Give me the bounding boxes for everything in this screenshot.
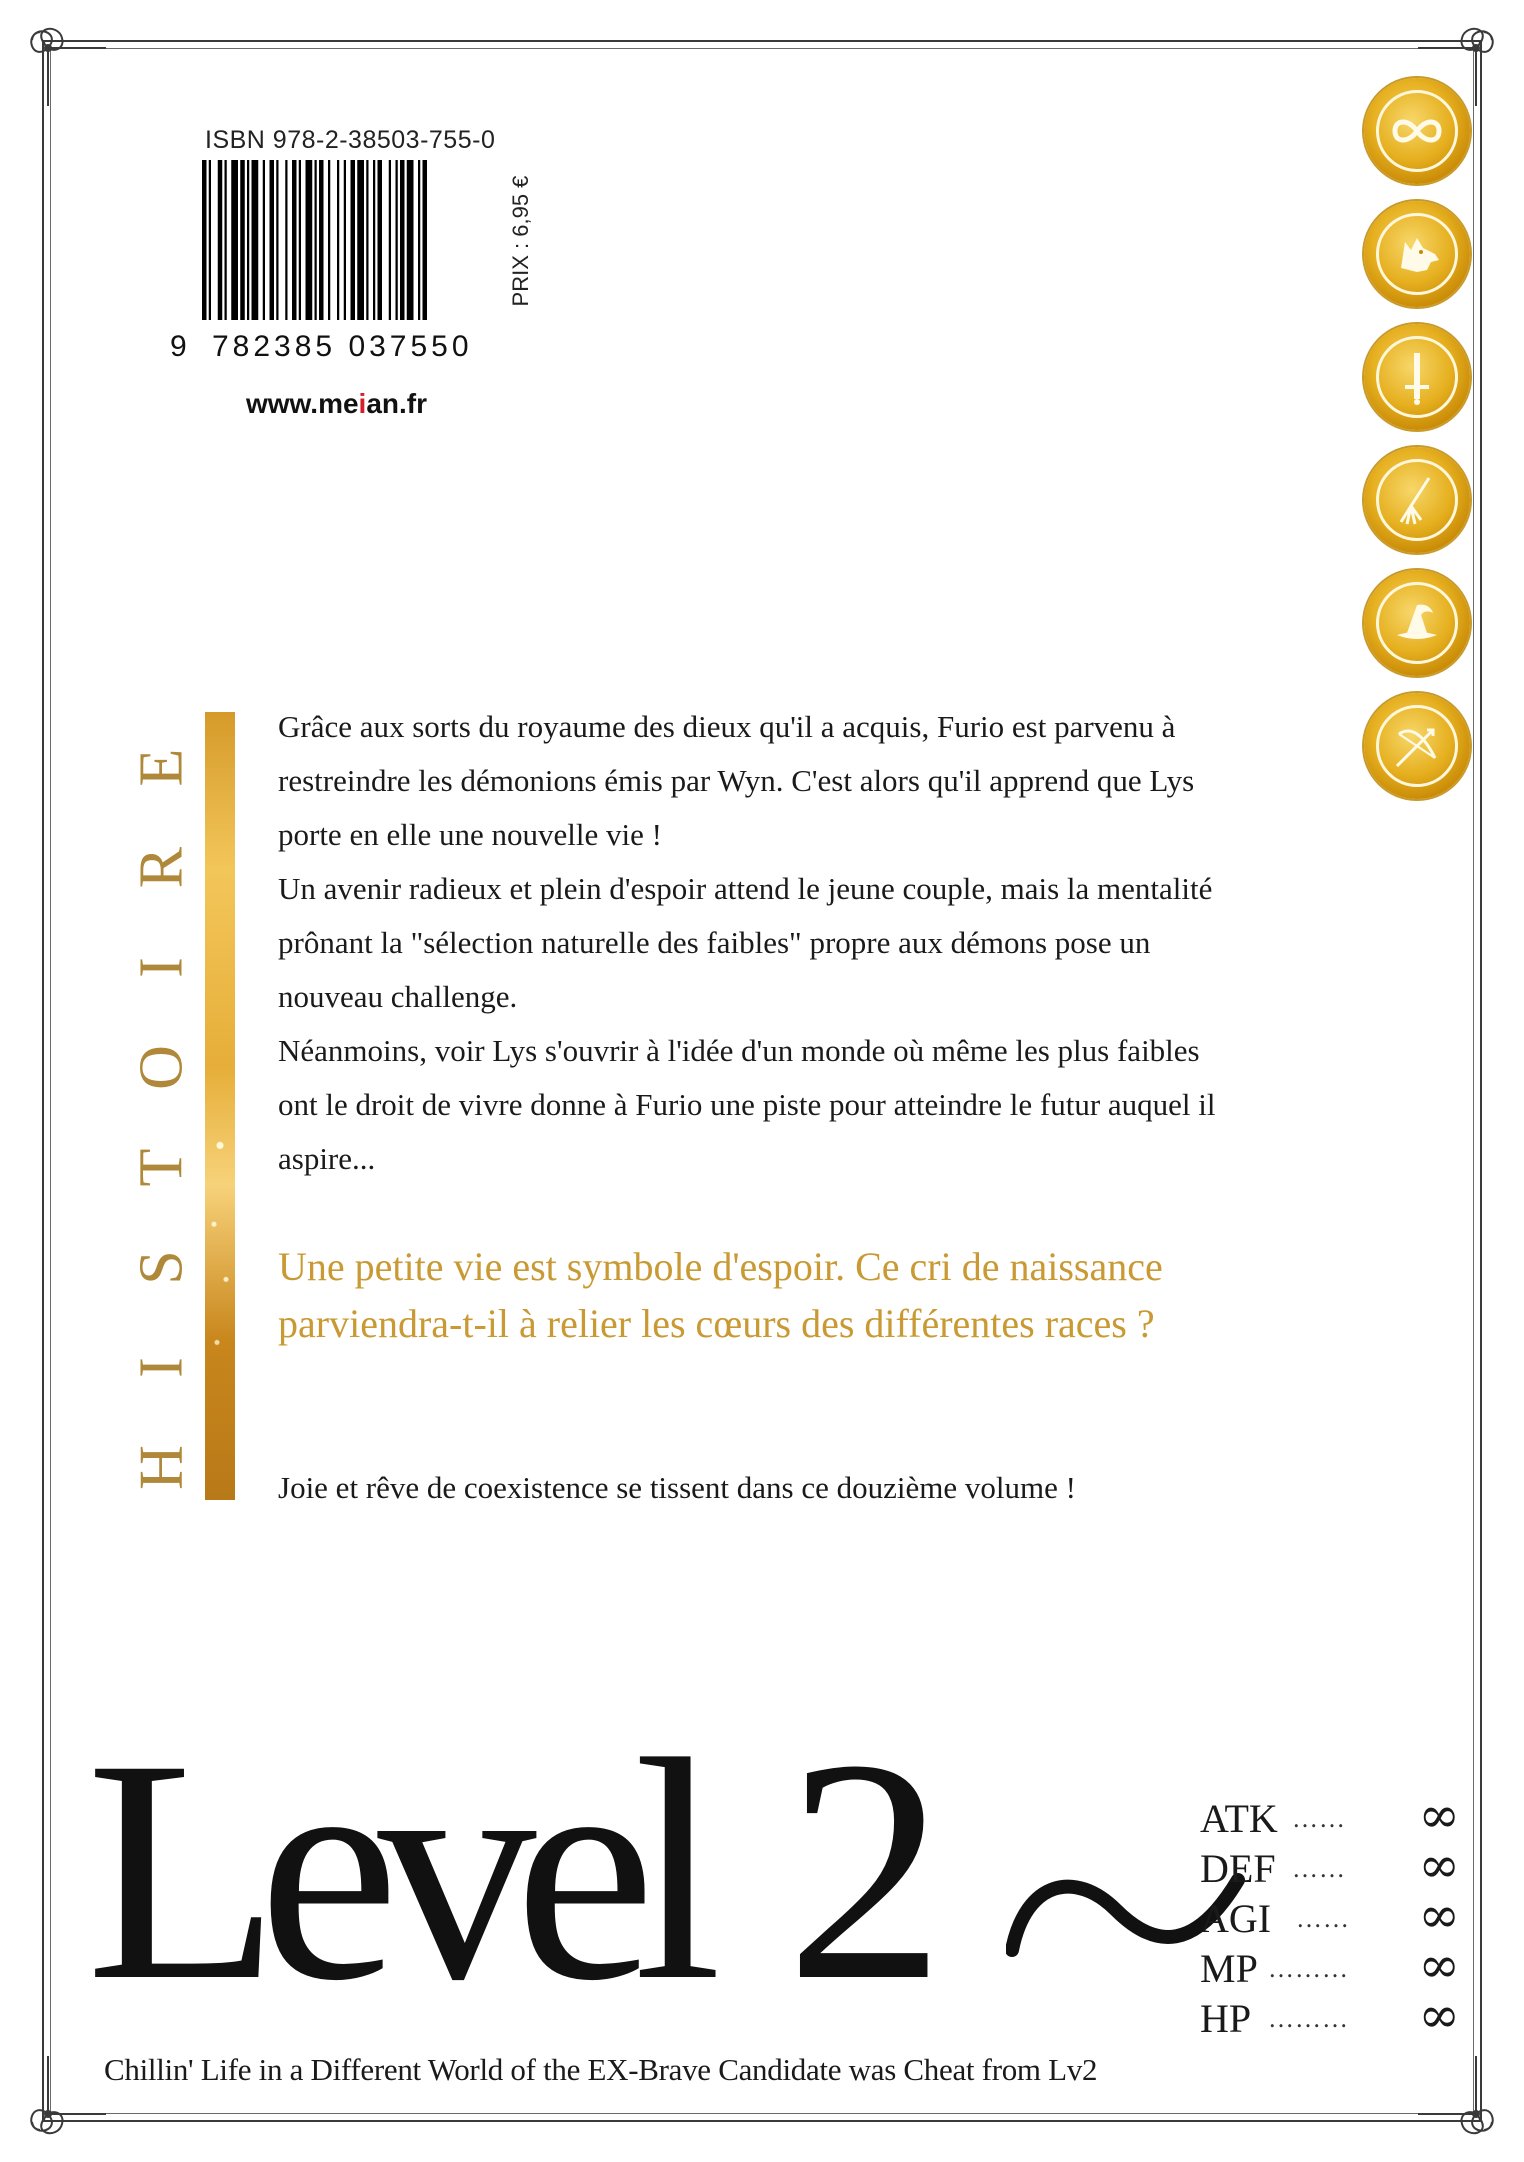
stat-row: MP ……… ∞ [1200, 1936, 1460, 1994]
barcode-bar [218, 160, 223, 320]
barcode [202, 160, 480, 320]
stat-row: DEF …… ∞ [1200, 1836, 1460, 1894]
barcode-bar [209, 160, 211, 320]
barcode-bar [315, 160, 317, 320]
website-link[interactable]: www.meian.fr [246, 388, 428, 419]
barcode-bar [231, 160, 238, 320]
stat-icon-column [1364, 78, 1474, 816]
barcode-bar [306, 160, 313, 320]
synopsis-paragraph: Un avenir radieux et plein d'espoir attend le jeune couple, mais la mentalité prônant la "sélection naturelle des faibles" propre aux démons pose un nouveau challenge. [278, 871, 1213, 1014]
series-subtitle: Chillin' Life in a Different World of the EX-Brave Candidate was Cheat from Lv2 [104, 2052, 1098, 2087]
barcode-bar [400, 160, 405, 320]
histoire-letter: E [127, 748, 196, 787]
wolf-icon [1364, 201, 1470, 307]
barcode-bar [292, 160, 297, 320]
barcode-bar [225, 160, 227, 320]
stat-row: ATK …… ∞ [1200, 1786, 1460, 1844]
barcode-bar [270, 160, 275, 320]
barcode-bar [202, 160, 207, 320]
histoire-letter: S [127, 1250, 196, 1285]
histoire-vertical-title [127, 712, 196, 1512]
barcode-bar [337, 160, 339, 320]
barcode-bar [351, 160, 356, 320]
barcode-bar [357, 160, 364, 320]
price-label: PRIX : 6,95 € [508, 175, 533, 307]
tagline: Une petite vie est symbole d'espoir. Ce cri de naissance parviendra-t-il à relier les cœurs des différentes races ? [278, 1244, 1163, 1346]
histoire-letter: R [127, 846, 196, 889]
gold-decorative-bar [205, 712, 235, 1500]
synopsis-paragraph: Grâce aux sorts du royaume des dieux qu'il a acquis, Furio est parvenu à restreindre les démonions émis par Wyn. C'est alors qu'il apprend que Lys porte en elle une nouvelle vie ! [278, 709, 1195, 852]
barcode-number: 782385 037550 [212, 330, 473, 363]
stat-row: AGI …… ∞ [1200, 1886, 1460, 1944]
synopsis [278, 700, 1238, 1186]
witch-hat-icon [1364, 570, 1470, 676]
sword-icon [1364, 324, 1470, 430]
barcode-bar [344, 160, 346, 320]
stats-panel [1200, 1786, 1460, 2044]
infinity-icon [1364, 78, 1470, 184]
barcode-bar [407, 160, 414, 320]
pitchfork-icon [1364, 447, 1470, 553]
barcode-bar [299, 160, 301, 320]
barcode-bar [418, 160, 420, 320]
corner-ornament [18, 18, 108, 108]
barcode-lead-digit: 9 [170, 330, 191, 363]
corner-ornament [1416, 2054, 1506, 2144]
barcode-bar [373, 160, 375, 320]
barcode-bar [366, 160, 368, 320]
bow-icon [1364, 693, 1470, 799]
barcode-bar [276, 160, 278, 320]
barcode-bar [240, 160, 245, 320]
barcode-bar [285, 160, 287, 320]
barcode-bar [319, 160, 324, 320]
barcode-bar [423, 160, 428, 320]
barcode-bar [396, 160, 398, 320]
barcode-bar [328, 160, 330, 320]
synopsis-paragraph: Néanmoins, voir Lys s'ouvrir à l'idée d'un monde où même les plus faibles ont le droit de vivre donne à Furio une piste pour atteindre le futur auquel il aspire... [278, 1033, 1216, 1176]
histoire-letter: T [127, 1148, 196, 1187]
stat-row: HP ……… ∞ [1200, 1986, 1460, 2044]
barcode-bar [247, 160, 249, 320]
histoire-letter: I [127, 957, 196, 978]
barcode-bar [252, 160, 259, 320]
barcode-bar [389, 160, 391, 320]
corner-ornament [18, 2054, 108, 2144]
histoire-letter: O [127, 1045, 196, 1090]
logo-word: Level [86, 1694, 700, 2046]
isbn-label: ISBN 978-2-38503-755-0 [205, 126, 496, 154]
barcode-bar [378, 160, 383, 320]
logo-number: 2 [786, 1694, 945, 2046]
series-logo [86, 1694, 1186, 2046]
histoire-letter: H [127, 1445, 196, 1490]
barcode-bar [263, 160, 265, 320]
closing-line: Joie et rêve de coexistence se tissent dans ce douzième volume ! [278, 1470, 1076, 1505]
histoire-letter: I [127, 1357, 196, 1378]
